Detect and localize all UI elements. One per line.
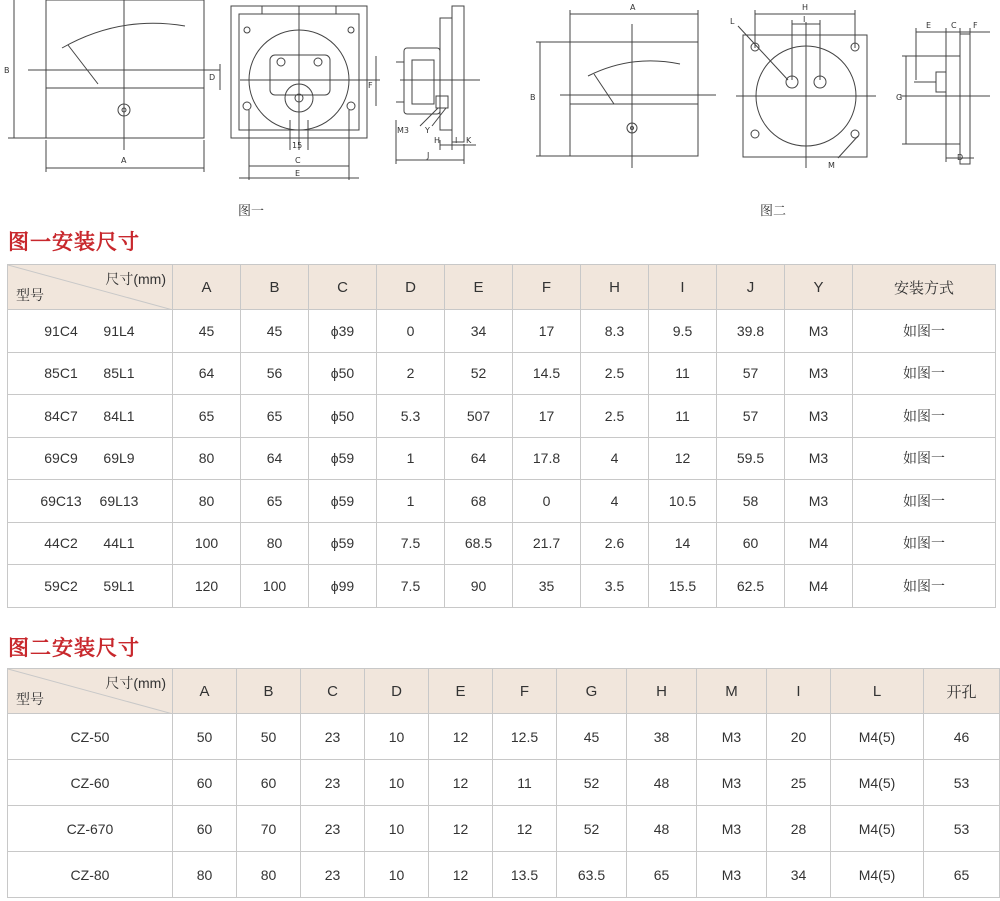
- fig1-label-c: C: [295, 156, 301, 165]
- table-cell: M3: [697, 760, 767, 806]
- col-header: E: [429, 669, 493, 714]
- fig2-caption: 图二: [760, 204, 787, 219]
- table2: [7, 668, 1000, 898]
- table-cell: 62.5: [717, 565, 785, 608]
- fig1-label-e: E: [295, 169, 301, 178]
- table-cell: 8.3: [581, 310, 649, 353]
- table-cell: 0: [513, 480, 581, 523]
- table-cell: ϕ50: [309, 352, 377, 395]
- table-cell: 如图一: [853, 310, 996, 353]
- table-cell: 34: [445, 310, 513, 353]
- table-cell: 23: [301, 852, 365, 898]
- table-cell: 10: [365, 714, 429, 760]
- table-cell: 65: [241, 480, 309, 523]
- table-cell: 17: [513, 395, 581, 438]
- model-c: 91C4: [44, 322, 78, 339]
- table-cell: 12: [429, 852, 493, 898]
- table-cell: 39.8: [717, 310, 785, 353]
- table-cell: ϕ99: [309, 565, 377, 608]
- table-cell: ϕ59: [309, 522, 377, 565]
- fig2-front-view: [536, 10, 716, 168]
- table-cell: M4(5): [831, 714, 924, 760]
- table-cell: 14.5: [513, 352, 581, 395]
- table-cell: 100: [241, 565, 309, 608]
- table-cell: 65: [241, 395, 309, 438]
- table-cell: M4: [785, 565, 853, 608]
- table-cell: M4: [785, 522, 853, 565]
- fig2-side-view: [900, 28, 990, 164]
- table-cell: 53: [924, 760, 1000, 806]
- table-row: [8, 310, 996, 353]
- table-row: [8, 714, 1000, 760]
- col-header: F: [513, 265, 581, 310]
- fig1-rear-view: [231, 6, 380, 180]
- table-cell: M3: [697, 714, 767, 760]
- table-row: [8, 437, 996, 480]
- model-cell: [8, 480, 173, 523]
- model-cell: CZ-670: [8, 806, 173, 852]
- table-cell: 50: [173, 714, 237, 760]
- table-cell: 25: [767, 760, 831, 806]
- table-cell: 68.5: [445, 522, 513, 565]
- model-cell: CZ-60: [8, 760, 173, 806]
- table-row: [8, 760, 1000, 806]
- model-cell: [8, 395, 173, 438]
- col-header: G: [557, 669, 627, 714]
- table-cell: 52: [557, 760, 627, 806]
- fig2-label-c: C: [951, 21, 957, 30]
- table-cell: 2.6: [581, 522, 649, 565]
- fig1-label-a: A: [121, 156, 127, 165]
- table-cell: 如图一: [853, 480, 996, 523]
- table-cell: 2: [377, 352, 445, 395]
- table-cell: 14: [649, 522, 717, 565]
- table-cell: M3: [785, 310, 853, 353]
- col-header: Y: [785, 265, 853, 310]
- col-header: L: [831, 669, 924, 714]
- table-cell: 60: [173, 806, 237, 852]
- table-cell: 20: [767, 714, 831, 760]
- model-l: 59L1: [103, 577, 135, 594]
- col-header: D: [377, 265, 445, 310]
- fig1-label-j: J: [427, 151, 430, 160]
- fig2-label-g: G: [896, 93, 903, 102]
- model-l: 44L1: [103, 535, 135, 552]
- table-cell: 70: [237, 806, 301, 852]
- model-l: 91L4: [103, 322, 135, 339]
- table1: [7, 264, 996, 608]
- fig2-rear-view: [736, 10, 876, 168]
- model-c: 84C7: [44, 407, 78, 424]
- fig1-label-h: H: [434, 136, 441, 145]
- col-header: D: [365, 669, 429, 714]
- model-cell: CZ-80: [8, 852, 173, 898]
- model-c: 69C13: [40, 492, 82, 509]
- table-cell: 10.5: [649, 480, 717, 523]
- table-cell: 53: [924, 806, 1000, 852]
- table-row: [8, 480, 996, 523]
- table-cell: 56: [241, 352, 309, 395]
- model-cell: [8, 437, 173, 480]
- table-cell: M4(5): [831, 806, 924, 852]
- table-cell: 52: [557, 806, 627, 852]
- col-header: E: [445, 265, 513, 310]
- fig2-label-l: L: [730, 17, 735, 26]
- table-cell: 10: [365, 852, 429, 898]
- fig1-label-15: 15: [292, 141, 303, 150]
- table-cell: 48: [627, 760, 697, 806]
- table-cell: 如图一: [853, 522, 996, 565]
- table-cell: 12.5: [493, 714, 557, 760]
- fig1-label-i: I: [455, 136, 458, 145]
- table-cell: 60: [237, 760, 301, 806]
- col-header: F: [493, 669, 557, 714]
- table-cell: 60: [717, 522, 785, 565]
- table-cell: 23: [301, 760, 365, 806]
- table-cell: 11: [493, 760, 557, 806]
- table-cell: 48: [627, 806, 697, 852]
- table-cell: 7.5: [377, 565, 445, 608]
- table-cell: 63.5: [557, 852, 627, 898]
- fig1-caption: 图一: [238, 204, 265, 219]
- table-cell: 80: [173, 437, 241, 480]
- table-cell: 5.3: [377, 395, 445, 438]
- table-cell: M3: [697, 852, 767, 898]
- model-cell: [8, 522, 173, 565]
- table-cell: 12: [649, 437, 717, 480]
- table-cell: 23: [301, 806, 365, 852]
- table-cell: 38: [627, 714, 697, 760]
- table-cell: 12: [429, 760, 493, 806]
- model-c: 44C2: [44, 535, 78, 552]
- table-row: [8, 806, 1000, 852]
- table-row: [8, 352, 996, 395]
- table-cell: M3: [785, 480, 853, 523]
- table-cell: 2.5: [581, 395, 649, 438]
- table-cell: 4: [581, 480, 649, 523]
- col-header: 开孔: [924, 669, 1000, 714]
- table1-title: 图一安装尺寸: [8, 230, 140, 254]
- table-row: [8, 565, 996, 608]
- table-row: [8, 522, 996, 565]
- fig1-front-view: [8, 0, 220, 172]
- table-cell: 80: [237, 852, 301, 898]
- model-l: 85L1: [103, 365, 135, 382]
- table-cell: 52: [445, 352, 513, 395]
- table-cell: 9.5: [649, 310, 717, 353]
- model-cell: [8, 352, 173, 395]
- table-cell: 12: [429, 806, 493, 852]
- table-cell: 68: [445, 480, 513, 523]
- table-cell: 12: [429, 714, 493, 760]
- table-cell: 2.5: [581, 352, 649, 395]
- fig2-label-i: I: [803, 15, 806, 24]
- technical-drawings: [0, 0, 1000, 225]
- table-cell: 80: [241, 522, 309, 565]
- table-cell: 1: [377, 437, 445, 480]
- table-cell: 57: [717, 395, 785, 438]
- table2-body: [8, 714, 1000, 898]
- table-cell: ϕ39: [309, 310, 377, 353]
- model-cell: CZ-50: [8, 714, 173, 760]
- table-cell: 10: [365, 806, 429, 852]
- table-cell: 65: [627, 852, 697, 898]
- table-cell: 11: [649, 352, 717, 395]
- table-cell: M4(5): [831, 852, 924, 898]
- table-cell: M3: [785, 437, 853, 480]
- table-cell: 13.5: [493, 852, 557, 898]
- model-c: 69C9: [44, 450, 78, 467]
- fig2-label-f: F: [973, 21, 978, 30]
- table-cell: M4(5): [831, 760, 924, 806]
- table-cell: 如图一: [853, 437, 996, 480]
- table-cell: 507: [445, 395, 513, 438]
- table2-title: 图二安装尺寸: [8, 636, 140, 660]
- table-cell: 59.5: [717, 437, 785, 480]
- table-cell: 17.8: [513, 437, 581, 480]
- table-cell: 11: [649, 395, 717, 438]
- table-cell: 65: [924, 852, 1000, 898]
- table-cell: 65: [173, 395, 241, 438]
- fig1-label-b: B: [4, 66, 10, 75]
- fig1-label-f: F: [368, 81, 373, 90]
- table-cell: 如图一: [853, 395, 996, 438]
- table-cell: 34: [767, 852, 831, 898]
- corner-model-label: 型号: [16, 287, 44, 303]
- table-cell: 50: [237, 714, 301, 760]
- model-l: 69L13: [99, 492, 139, 509]
- table-cell: 100: [173, 522, 241, 565]
- table-cell: 58: [717, 480, 785, 523]
- fig2-label-b: B: [530, 93, 536, 102]
- table-cell: 1: [377, 480, 445, 523]
- col-header: 安装方式: [853, 265, 996, 310]
- table-cell: 46: [924, 714, 1000, 760]
- col-header: A: [173, 669, 237, 714]
- fig2-label-d: D: [957, 153, 964, 162]
- fig2-label-m: M: [828, 161, 835, 170]
- table-cell: 120: [173, 565, 241, 608]
- corner-model-label: 型号: [16, 691, 44, 707]
- model-cell: [8, 565, 173, 608]
- col-header: H: [581, 265, 649, 310]
- table-cell: 15.5: [649, 565, 717, 608]
- col-header: J: [717, 265, 785, 310]
- corner-dimension-label: 尺寸(mm): [105, 675, 166, 691]
- table-cell: 12: [493, 806, 557, 852]
- table-cell: ϕ59: [309, 437, 377, 480]
- table-cell: 7.5: [377, 522, 445, 565]
- table-row: [8, 852, 1000, 898]
- fig1-label-y: Y: [425, 126, 430, 135]
- table-cell: 64: [445, 437, 513, 480]
- col-header: H: [627, 669, 697, 714]
- table-cell: 21.7: [513, 522, 581, 565]
- col-header: M: [697, 669, 767, 714]
- table-cell: 64: [241, 437, 309, 480]
- col-header: C: [301, 669, 365, 714]
- table-cell: 如图一: [853, 565, 996, 608]
- col-header: C: [309, 265, 377, 310]
- table-cell: 57: [717, 352, 785, 395]
- fig2-label-h: H: [802, 3, 809, 12]
- col-header: B: [241, 265, 309, 310]
- table-cell: 64: [173, 352, 241, 395]
- table1-corner-header: [8, 265, 173, 310]
- table-cell: 35: [513, 565, 581, 608]
- table-cell: ϕ50: [309, 395, 377, 438]
- model-c: 59C2: [44, 577, 78, 594]
- table1-body: [8, 310, 996, 608]
- table-cell: 10: [365, 760, 429, 806]
- table-cell: 23: [301, 714, 365, 760]
- table-cell: 0: [377, 310, 445, 353]
- table-cell: 90: [445, 565, 513, 608]
- table-row: [8, 395, 996, 438]
- fig1-label-d: D: [209, 73, 216, 82]
- fig1-label-k: K: [466, 136, 472, 145]
- table-cell: 45: [557, 714, 627, 760]
- table-cell: 80: [173, 852, 237, 898]
- table2-corner-header: [8, 669, 173, 714]
- model-cell: [8, 310, 173, 353]
- table-cell: ϕ59: [309, 480, 377, 523]
- table-cell: 28: [767, 806, 831, 852]
- table-cell: 4: [581, 437, 649, 480]
- table-cell: M3: [697, 806, 767, 852]
- table-cell: 45: [173, 310, 241, 353]
- model-l: 69L9: [103, 450, 135, 467]
- fig1-label-m3: M3: [397, 126, 409, 135]
- col-header: A: [173, 265, 241, 310]
- table-cell: 17: [513, 310, 581, 353]
- table-cell: 45: [241, 310, 309, 353]
- table-cell: 如图一: [853, 352, 996, 395]
- model-c: 85C1: [44, 365, 78, 382]
- fig2-label-e: E: [926, 21, 932, 30]
- table-cell: 60: [173, 760, 237, 806]
- table-cell: 3.5: [581, 565, 649, 608]
- table-cell: M3: [785, 352, 853, 395]
- corner-dimension-label: 尺寸(mm): [105, 271, 166, 287]
- col-header: I: [767, 669, 831, 714]
- col-header: I: [649, 265, 717, 310]
- model-l: 84L1: [103, 407, 135, 424]
- table-cell: 80: [173, 480, 241, 523]
- col-header: B: [237, 669, 301, 714]
- fig2-label-a: A: [630, 3, 636, 12]
- table-cell: M3: [785, 395, 853, 438]
